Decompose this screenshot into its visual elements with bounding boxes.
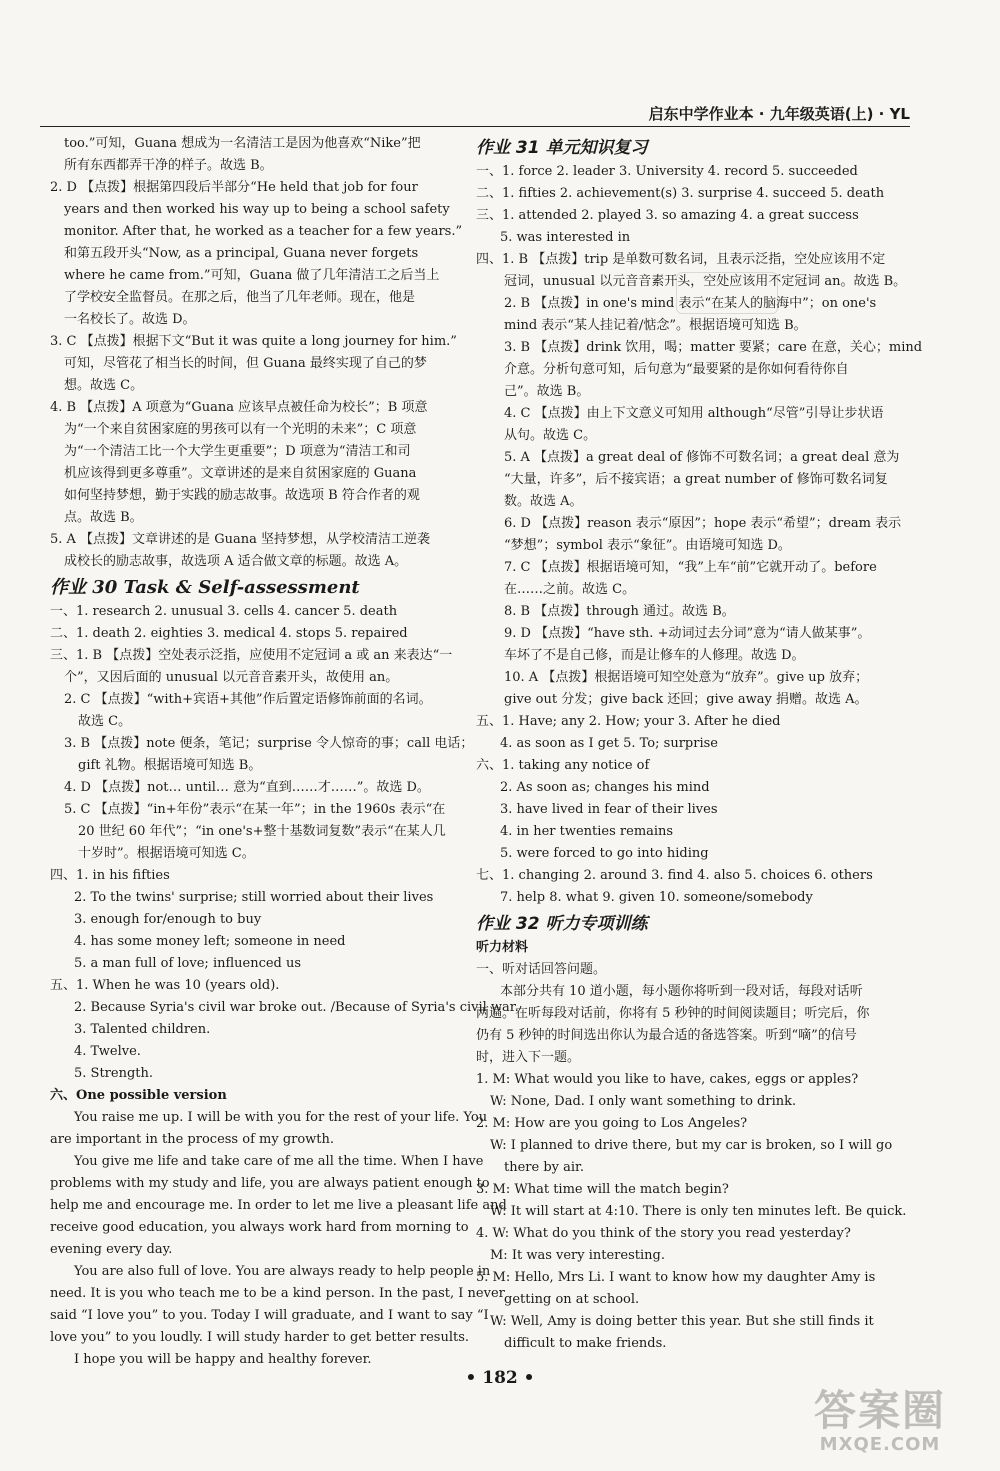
text-line: 五、1. Have; any 2. How; your 3. After he died [476,714,781,729]
text-line: 8. B 【点拨】through 通过。故选 B。 [504,604,735,619]
watermark-cn: 答案圈 [813,1386,946,1435]
text-line: 一名校长了。故选 D。 [64,312,196,327]
text-line: “大量，许多”，后不接宾语；a great number of 修饰可数名词复 [504,472,888,487]
text-line: 五、1. When he was 10 (years old). [50,978,280,993]
text-line: 己”。故选 B。 [504,384,590,399]
text-line: 四、1. in his fifties [50,868,170,883]
text-line: 5. Strength. [74,1066,153,1081]
text-line: 想。故选 C。 [64,378,144,393]
text-line: 六、1. taking any notice of [476,758,650,773]
text-line: 6. D 【点拨】reason 表示“原因”；hope 表示“希望”；dream 表示 [504,516,902,531]
text-line: 成校长的励志故事，故选项 A 适合做文章的标题。故选 A。 [64,554,408,569]
text-line: 个”，又因后面的 unusual 以元音音素开头，故使用 an。 [64,670,399,685]
text-line: problems with my study and life, you are always patient enough to [50,1176,490,1191]
text-line: 所有东西都弄干净的样子。故选 B。 [64,158,273,173]
text-line: 4. W: What do you think of the story you read yesterday? [476,1226,851,1241]
text-line: 听力材料 [476,940,529,955]
right-column [476,133,923,1355]
text-line: monitor. After that, he worked as a teacher for a few years.” [64,224,463,239]
text-line: “梦想”；symbol 表示“象征”。由语境可知选 D。 [504,538,791,553]
text-line: 一、听对话回答问题。 [476,962,607,977]
text-line: 5. C 【点拨】“in+年份”表示“在某一年”；in the 1960s 表示“在 [64,802,446,817]
text-line: 本部分共有 10 道小题，每小题你将听到一段对话，每段对话听 [500,984,863,999]
text-line: 四、1. B 【点拨】trip 是单数可数名词，且表示泛指，空处应该用不定 [476,252,886,267]
text-line: 可知，尽管花了相当长的时间，但 Guana 最终实现了自己的梦 [64,356,427,371]
text-line: 六、One possible version [50,1088,227,1103]
text-line: I hope you will be happy and healthy forever. [74,1352,372,1367]
text-line: 4. Twelve. [74,1044,141,1059]
text-line: 七、1. changing 2. around 3. find 4. also 5. choices 6. others [476,868,873,883]
text-line: 2. D 【点拨】根据第四段后半部分“He held that job for four [50,180,418,195]
text-line: 4. as soon as I get 5. To; surprise [500,736,718,751]
page-number: • 182 • [465,1368,535,1388]
text-line: 3. Talented children. [74,1022,211,1037]
text-line: You raise me up. I will be with you for the rest of your life. You [74,1110,488,1125]
text-line: 3. B 【点拨】note 便条，笔记；surprise 令人惊奇的事；call 电话； [64,736,474,751]
text-line: 车坏了不是自己修，而是让修车的人修理。故选 D。 [504,648,805,663]
text-line: 仍有 5 秒钟的时间选出你认为最合适的备选答案。听到“嘀”的信号 [476,1028,857,1043]
text-line: difficult to make friends. [504,1336,667,1351]
text-line: 4. in her twenties remains [500,824,674,839]
text-line: need. It is you who teach me to be a kind person. In the past, I never [50,1286,505,1301]
text-line: 2. B 【点拨】in one's mind 表示“在某人的脑海中”；on one's [504,296,877,311]
text-line: W: I planned to drive there, but my car is broken, so I will go [490,1138,893,1153]
text-line: 3. enough for/enough to buy [74,912,262,927]
text-line: said “I love you” to you. Today I will graduate, and I want to say “I [50,1308,489,1323]
text-line: gift 礼物。根据语境可知选 B。 [78,758,262,773]
text-line: 介意。分析句意可知，后句意为“最要紧的是你如何看待你自 [504,362,849,377]
text-line: 2. Because Syria's civil war broke out. /Because of Syria's civil war. [74,1000,519,1015]
text-line: 从句。故选 C。 [504,428,597,443]
text-line: getting on at school. [504,1292,640,1307]
text-line: 故选 C。 [78,714,132,729]
text-line: 5. was interested in [500,230,631,245]
text-line: 二、1. death 2. eighties 3. medical 4. stops 5. repaired [50,626,408,641]
text-line: 9. D 【点拨】“have sth. +动词过去分词”意为“请人做某事”。 [504,626,871,641]
text-line: W: It will start at 4:10. There is only ten minutes left. Be quick. [490,1204,907,1219]
text-line: 如何坚持梦想，勤于实践的励志故事。故选项 B 符合作者的观 [64,488,420,503]
text-line: mind 表示“某人挂记着/惦念”。根据语境可知选 B。 [504,318,807,333]
text-line: 3. B 【点拨】drink 饮用，喝；matter 要紧；care 在意，关心；mind [504,340,923,355]
text-line: love you” to you loudly. I will study harder to get better results. [50,1330,470,1345]
text-line: 一、1. force 2. leader 3. University 4. record 5. succeeded [476,164,858,179]
text-line: 5. M: Hello, Mrs Li. I want to know how my daughter Amy is [476,1270,876,1285]
text-line: 5. a man full of love; influenced us [74,956,302,971]
text-line: receive good education, you always work hard from morning to [50,1220,469,1235]
text-line: 为“一个清洁工比一个大学生更重要”；D 项意为“清洁工和司 [64,444,411,459]
text-line: You give me life and take care of me all the time. When I have [74,1154,484,1169]
text-line: 4. D 【点拨】not… until… 意为“直到……才……”。故选 D。 [64,780,430,795]
text-line: there by air. [504,1160,584,1175]
text-line: 2. M: How are you going to Los Angeles? [476,1116,748,1131]
text-line: 5. A 【点拨】a great deal of 修饰不可数名词；a great deal 意为 [504,450,900,465]
text-line: W: Well, Amy is doing better this year. But she still finds it [490,1314,874,1329]
text-line: 7. C 【点拨】根据语境可知，“我”上车“前”它就开动了。before [504,560,877,575]
section-title: 作业 31 单元知识复习 [476,138,648,158]
section-title: 作业 32 听力专项训练 [476,914,648,934]
text-line: 4. B 【点拨】A 项意为“Guana 应该早点被任命为校长”；B 项意 [50,400,428,415]
text-line: 和第五段开头“Now, as a principal, Guana never forgets [64,246,419,261]
text-line: 机应该得到更多尊重”。文章讲述的是来自贫困家庭的 Guana [64,466,417,481]
text-line: 4. has some money left; someone in need [74,934,346,949]
text-line: 3. have lived in fear of their lives [500,802,718,817]
text-line: 4. C 【点拨】由上下文意义可知用 although“尽管”引导让步状语 [504,406,884,421]
text-line: 10. A 【点拨】根据语境可知空处意为“放弃”。give up 放弃； [504,670,869,685]
text-line: 为“一个来自贫困家庭的男孩可以有一个光明的未来”；C 项意 [64,422,417,437]
text-line: are important in the process of my growth. [50,1132,335,1147]
watermark-en: MXQE.COM [819,1434,941,1455]
text-line: 3. C 【点拨】根据下文“But it was quite a long journey for him.” [50,334,457,349]
text-line: give out 分发；give back 还回；give away 捐赠。故选 A。 [504,692,868,707]
page-header [40,104,910,127]
text-line: M: It was very interesting. [490,1248,665,1263]
text-line: years and then worked his way up to being a school safety [64,202,450,217]
watermark-logo [780,1387,980,1457]
header-title: 启东中学作业本 · 九年级英语(上) · YL [648,105,910,123]
text-line: help me and encourage me. In order to let me live a pleasant life and [50,1198,507,1213]
text-line: 2. To the twins' surprise; still worried about their lives [74,890,434,905]
text-line: 了学校安全监督员。在那之后，他当了几年老师。现在，他是 [64,290,416,305]
text-line: 三、1. attended 2. played 3. so amazing 4. a great success [476,208,859,223]
text-line: evening every day. [50,1242,173,1257]
text-line: 在……之前。故选 C。 [504,582,636,597]
text-line: 两遍。在听每段对话前，你将有 5 秒钟的时间阅读题目；听完后，你 [476,1006,870,1021]
text-line: 5. A 【点拨】文章讲述的是 Guana 坚持梦想，从学校清洁工逆袭 [50,532,430,547]
text-line: 冠词，unusual 以元音音素开头，空处应该用不定冠词 an。故选 B。 [504,274,907,289]
text-line: 点。故选 B。 [64,510,143,525]
text-line: You are also full of love. You are always ready to help people in [74,1264,491,1279]
text-line: 时，进入下一题。 [476,1050,581,1065]
text-line: 数。故选 A。 [504,494,583,509]
text-line: W: None, Dad. I only want something to drink. [490,1094,797,1109]
text-line: 7. help 8. what 9. given 10. someone/somebody [500,890,813,905]
text-line: 5. were forced to go into hiding [500,846,709,861]
text-line: 2. C 【点拨】“with+宾语+其他”作后置定语修饰前面的名词。 [64,692,432,707]
text-line: 3. M: What time will the match begin? [476,1182,729,1197]
text-line: 一、1. research 2. unusual 3. cells 4. cancer 5. death [50,604,398,619]
text-line: 20 世纪 60 年代”；“in one's+整十基数词复数”表示“在某人几 [78,824,446,839]
text-line: 三、1. B 【点拨】空处表示泛指，应使用不定冠词 a 或 an 来表达“一 [50,648,453,663]
text-line: 十岁时”。根据语境可知选 C。 [78,846,255,861]
text-line: 二、1. fifties 2. achievement(s) 3. surprise 4. succeed 5. death [476,186,885,201]
section-title: 作业 30 Task & Self-assessment [50,577,360,598]
text-line: too.”可知，Guana 想成为一名清洁工是因为他喜欢“Nike”把 [64,136,421,151]
text-line: 2. As soon as; changes his mind [500,780,710,795]
text-line: where he came from.”可知，Guana 做了几年清洁工之后当上 [64,268,440,283]
text-line: 1. M: What would you like to have, cakes, eggs or apples? [476,1072,859,1087]
